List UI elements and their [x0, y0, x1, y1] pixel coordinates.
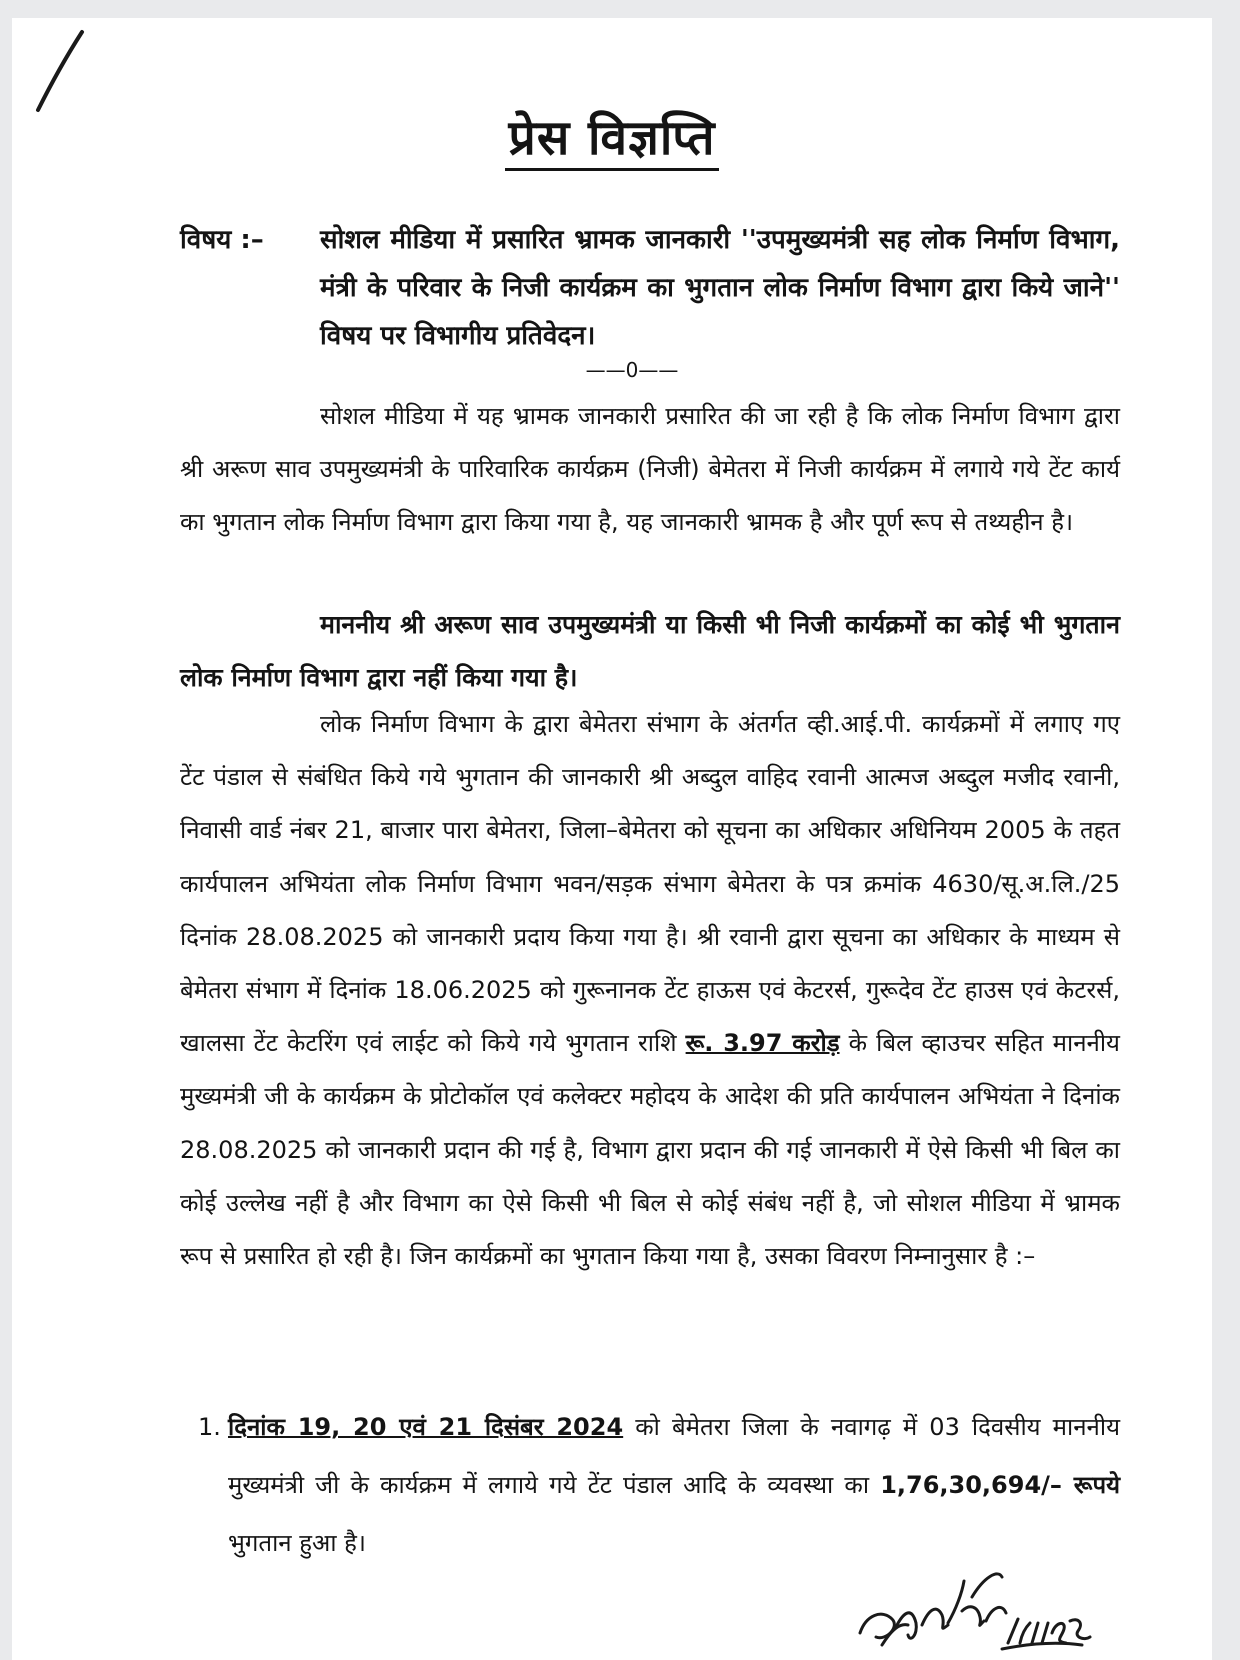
- list-item-end: भुगतान हुआ है।: [228, 1529, 366, 1557]
- payment-list: [180, 1398, 1120, 1572]
- list-item-middle: को बेमेतरा जिला के नवागढ़ में 03 दिवसीय माननीय मुख्यमंत्री जी के कार्यक्रम में लगाये गये टेंट पंडाल आदि के व्यवस्था का: [228, 1413, 1120, 1499]
- paragraph-3-text-b: के बिल व्हाउचर सहित माननीय मुख्यमंत्री जी के कार्यक्रम के प्रोटोकॉल एवं कलेक्टर महोदय के आदेश की प्रति कार्यपालन अभियंता ने दिनांक 28.08.2025 को जानकारी प्रदान की गई है, विभाग द्वारा प्रदान की गई जानकारी में ऐसे किसी भी बिल का कोई उल्लेख नहीं है और विभाग का ऐसे किसी भी बिल से कोई संबंध नहीं है, जो सोशल मीडिया में भ्रामक रूप से प्रसारित हो रही है। जिन कार्यक्रमों का भुगतान किया गया है, उसका विवरण निम्नानुसार है :–: [180, 1029, 1120, 1271]
- title-text: प्रेस विज्ञप्ति: [505, 111, 720, 171]
- list-item-date: दिनांक 19, 20 एवं 21 दिसंबर 2024: [228, 1413, 624, 1441]
- paragraph-3: [180, 698, 1120, 1283]
- separator: ——0——: [585, 358, 679, 382]
- highlight-amount: रू. 3.97 करोड़: [685, 1029, 840, 1058]
- subject-label: विषय :–: [180, 225, 264, 255]
- subject-text: सोशल मीडिया में प्रसारित भ्रामक जानकारी ''उपमुख्यमंत्री सह लोक निर्माण विभाग, मंत्री के परिवार के निजी कार्यक्रम का भुगतान लोक निर्माण विभाग द्वारा किये जाने'' विषय पर विभागीय प्रतिवेदन।: [320, 225, 1120, 351]
- list-item-amount: 1,76,30,694/– रूपये: [880, 1471, 1120, 1499]
- paragraph-1: सोशल मीडिया में यह भ्रामक जानकारी प्रसारित की जा रही है कि लोक निर्माण विभाग द्वारा श्री अरूण साव उपमुख्यमंत्री के पारिवारिक कार्यक्रम (निजी) बेमेतरा में निजी कार्यक्रम में लगाये गये टेंट कार्य का भुगतान लोक निर्माण विभाग द्वारा किया गया है, यह जानकारी भ्रामक है और पूर्ण रूप से तथ्यहीन है।: [180, 402, 1120, 536]
- list-item-text: [228, 1398, 1120, 1572]
- document-page: [12, 18, 1212, 1660]
- list-item: [180, 1398, 1120, 1572]
- pen-stroke-mark: [30, 26, 90, 116]
- paragraph-2: माननीय श्री अरूण साव उपमुख्यमंत्री या किसी भी निजी कार्यक्रमों का कोई भी भुगतान लोक निर्माण विभाग द्वारा नहीं किया गया है।: [180, 610, 1120, 692]
- page-title: [12, 110, 1212, 171]
- paragraph-3-text-a: लोक निर्माण विभाग के द्वारा बेमेतरा संभाग के अंतर्गत व्ही.आई.पी. कार्यक्रमों में लगाए गए टेंट पंडाल से संबंधित किये गये भुगतान की जानकारी श्री अब्दुल वाहिद रवानी आत्मज अब्दुल मजीद रवानी, निवासी वार्ड नंबर 21, बाजार पारा बेमेतरा, जिला–बेमेतरा को सूचना का अधिकार अधिनियम 2005 के तहत कार्यपालन अभियंता लोक निर्माण विभाग भवन/सड़क संभाग बेमेतरा के पत्र क्रमांक 4630/सू.अ.लि./25 दिनांक 28.08.2025 को जानकारी प्रदाय किया गया है। श्री रवानी द्वारा सूचना का अधिकार के माध्यम से बेमेतरा संभाग में दिनांक 18.06.2025 को गुरूनानक टेंट हाऊस एवं केटरर्स, गुरूदेव टेंट हाउस एवं केटरर्स, खालसा टेंट केटरिंग एवं लाईट को किये गये भुगतान राशि: [180, 710, 1120, 1058]
- subject-block: [180, 216, 1120, 360]
- list-item-number: 1.: [198, 1413, 221, 1441]
- handwritten-signature-icon: [852, 1563, 1092, 1658]
